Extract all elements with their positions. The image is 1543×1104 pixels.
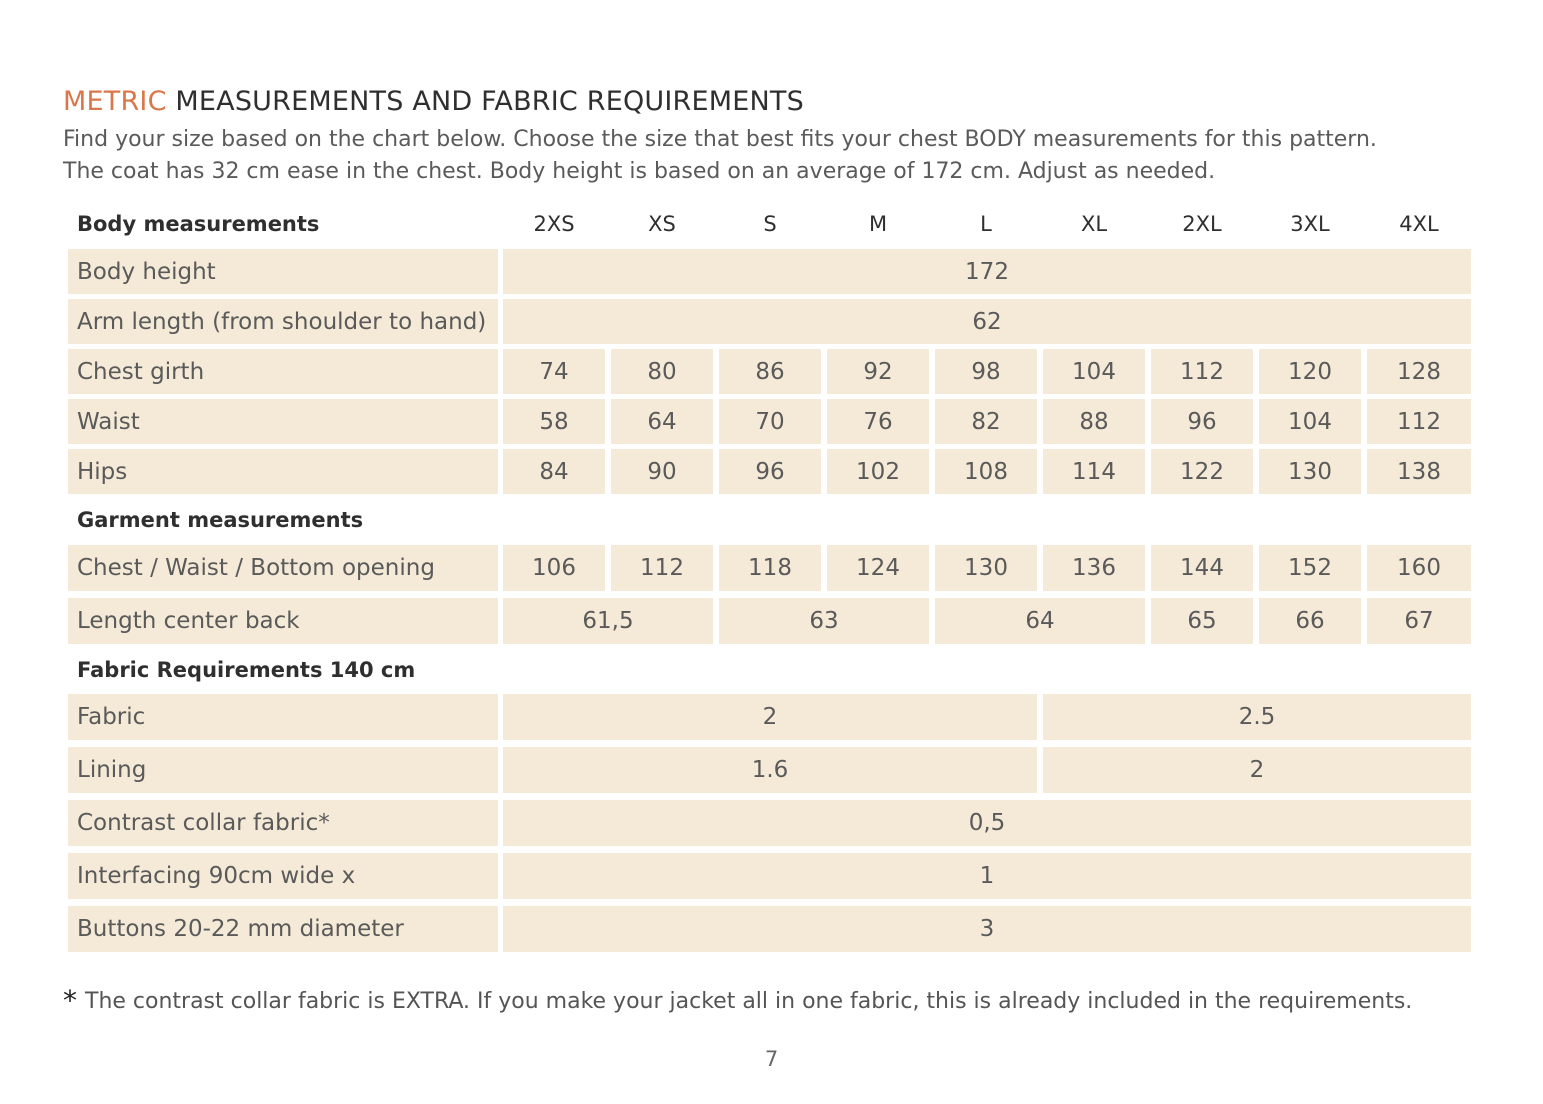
table-cell: 144 (1151, 545, 1253, 591)
table-row (68, 906, 1471, 952)
table-row (68, 449, 1471, 494)
table-cell: 138 (1367, 449, 1471, 494)
table-cell: 61,5 (503, 598, 713, 644)
table-cell: 64 (611, 399, 713, 444)
table-cell: 152 (1259, 545, 1361, 591)
table-cell: 172 (503, 249, 1471, 294)
table-cell: 104 (1259, 399, 1361, 444)
row-label: Arm length (from shoulder to hand) (68, 299, 498, 344)
table-cell: 122 (1151, 449, 1253, 494)
page-number: 7 (764, 1047, 779, 1071)
table-row (68, 299, 1471, 344)
table-cell: 65 (1151, 598, 1253, 644)
table-cell: 108 (935, 449, 1037, 494)
table-cell: 82 (935, 399, 1037, 444)
table-cell: 96 (1151, 399, 1253, 444)
table-row (68, 598, 1471, 644)
table-cell: 58 (503, 399, 605, 444)
table-row (68, 349, 1471, 394)
row-label: Length center back (68, 598, 498, 644)
table-cell: 112 (1151, 349, 1253, 394)
size-header-xs: XS (648, 212, 676, 236)
size-header-m: M (868, 212, 888, 236)
section-title: Garment measurements (77, 508, 364, 532)
table-row (68, 747, 1471, 793)
table-cell: 88 (1043, 399, 1145, 444)
table-cell: 2 (503, 694, 1037, 740)
table-cell: 62 (503, 299, 1471, 344)
row-label: Waist (68, 399, 498, 444)
table-cell: 67 (1367, 598, 1471, 644)
table-cell: 136 (1043, 545, 1145, 591)
size-header-3xl: 3XL (1290, 212, 1330, 236)
table-cell: 76 (827, 399, 929, 444)
table-cell: 106 (503, 545, 605, 591)
row-label: Hips (68, 449, 498, 494)
table-cell: 160 (1367, 545, 1471, 591)
table-cell: 74 (503, 349, 605, 394)
table-cell: 84 (503, 449, 605, 494)
title-accent: METRIC (63, 86, 167, 117)
title-rest: MEASUREMENTS AND FABRIC REQUIREMENTS (166, 86, 804, 117)
table-cell: 118 (719, 545, 821, 591)
table-cell: 92 (827, 349, 929, 394)
table-cell: 96 (719, 449, 821, 494)
table-cell: 1.6 (503, 747, 1037, 793)
table-cell: 80 (611, 349, 713, 394)
page-title (63, 86, 804, 117)
table-cell: 124 (827, 545, 929, 591)
footnote (63, 984, 1412, 1017)
size-header-2xl: 2XL (1182, 212, 1222, 236)
table-cell: 86 (719, 349, 821, 394)
table-cell: 2 (1043, 747, 1471, 793)
table-cell: 104 (1043, 349, 1145, 394)
header-label: Body measurements (77, 212, 320, 236)
table-cell: 120 (1259, 349, 1361, 394)
footnote-text: The contrast collar fabric is EXTRA. If you make your jacket all in one fabric, this is already included in the requirements. (85, 989, 1413, 1014)
intro-text (63, 124, 1377, 188)
table-row (68, 853, 1471, 899)
table-cell: 102 (827, 449, 929, 494)
table-cell: 0,5 (503, 800, 1471, 846)
table-row (68, 545, 1471, 591)
size-header-2xs: 2XS (533, 212, 575, 236)
table-cell: 90 (611, 449, 713, 494)
table-cell: 112 (1367, 399, 1471, 444)
row-label: Fabric (68, 694, 498, 740)
table-row (68, 249, 1471, 294)
intro-line-2: The coat has 32 cm ease in the chest. Body height is based on an average of 172 cm. Adjust as needed. (63, 159, 1216, 184)
row-label: Chest girth (68, 349, 498, 394)
table-cell: 3 (503, 906, 1471, 952)
table-cell: 130 (1259, 449, 1361, 494)
size-header-xl: XL (1080, 212, 1108, 236)
table-cell: 112 (611, 545, 713, 591)
section-title: Fabric Requirements 140 cm (77, 658, 416, 682)
table-cell: 114 (1043, 449, 1145, 494)
table-cell: 98 (935, 349, 1037, 394)
table-cell: 2.5 (1043, 694, 1471, 740)
table-row (68, 694, 1471, 740)
size-header-row (68, 203, 1471, 245)
garment-section-header (68, 500, 1471, 540)
table-cell: 64 (935, 598, 1145, 644)
row-label: Chest / Waist / Bottom opening (68, 545, 498, 591)
row-label: Lining (68, 747, 498, 793)
table-cell: 1 (503, 853, 1471, 899)
intro-line-1: Find your size based on the chart below. Choose the size that best fits your chest BODY measurements for this pattern. (63, 127, 1377, 152)
table-row (68, 399, 1471, 444)
fabric-section-header (68, 650, 1471, 690)
table-row (68, 800, 1471, 846)
size-header-l: L (980, 212, 992, 236)
table-cell: 70 (719, 399, 821, 444)
row-label: Buttons 20-22 mm diameter (68, 906, 498, 952)
row-label: Body height (68, 249, 498, 294)
table-cell: 130 (935, 545, 1037, 591)
table-cell: 128 (1367, 349, 1471, 394)
size-header-s: S (763, 212, 777, 236)
row-label: Interfacing 90cm wide x (68, 853, 498, 899)
row-label: Contrast collar fabric* (68, 800, 498, 846)
table-cell: 63 (719, 598, 929, 644)
size-header-4xl: 4XL (1399, 212, 1439, 236)
table-cell: 66 (1259, 598, 1361, 644)
footnote-asterisk: * (63, 984, 77, 1017)
